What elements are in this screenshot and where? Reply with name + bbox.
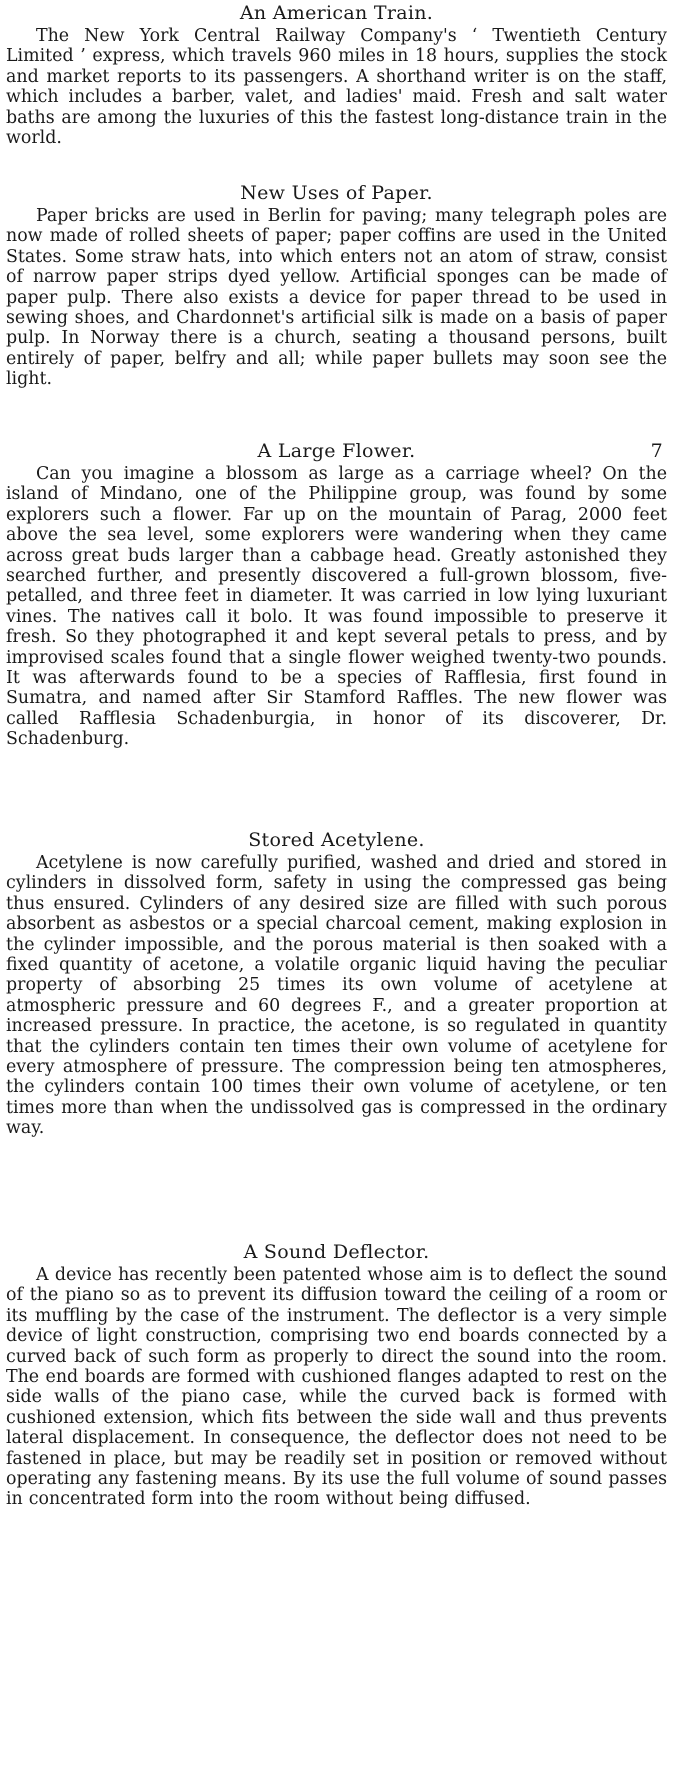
article-title-text: Stored Acetylene. [248,829,425,851]
article-title [6,180,667,206]
article-title-text: A Large Flower. [257,440,416,462]
article-large-flower [6,438,667,750]
article-body: Paper bricks are used in Berlin for paving; many telegraph poles are now made of rolled sheets of paper; paper coffins are used in the United States. Some straw hats, into which enters not an atom of straw, consist of narrow paper strips dyed yellow. Artificial sponges can be made of paper pulp. There also exists a device for paper thread to be used in sewing shoes, and Chardonnet's artificial silk is made on a basis of paper pulp. In Norway there is a church, seating a thousand persons, built entirely of paper, belfry and all; while paper bullets may soon see the light. [6,206,667,390]
article-body: Acetylene is now carefully purified, washed and dried and stored in cylinders in dissolved form, safety in using the compressed gas being thus ensured. Cylinders of any desired size are filled with such porous absorbent as asbestos or a special charcoal cement, making explosion in the cylinder impossible, and the porous material is then soaked with a fixed quantity of acetone, a volatile organic liquid having the peculiar property of absorbing 25 times its own volume of acetylene at atmospheric pressure and 60 degrees F., and a greater proportion at increased pressure. In practice, the acetone, is so regulated in quantity that the cylinders contain ten times their own volume of acetylene for every atmosphere of pressure. The compression being ten atmospheres, the cylinders contain 100 times their own volume of acetylene, or ten times more than when the undissolved gas is compressed in the ordinary way. [6,853,667,1139]
article-title [6,827,667,853]
article-title [6,0,667,26]
article-title-text: New Uses of Paper. [240,182,433,204]
article-stored-acetylene [6,827,667,1139]
article-sound-deflector [6,1239,667,1510]
article-body: A device has recently been patented whose aim is to deflect the sound of the piano so as to prevent its diffusion toward the ceiling of a room or its muffling by the case of the instrument. The deflector is a very simple device of light construction, comprising two end boards connected by a curved back of such form as properly to direct the sound into the room. The end boards are formed with cushioned flanges adapted to rest on the side walls of the piano case, while the curved back is formed with cushioned extension, which fits between the side wall and thus prevents lateral displacement. In consequence, the deflector does not need to be fastened in place, but may be readily set in position or removed without operating any fastening means. By its use the full volume of sound passes in concentrated form into the room without being diffused. [6,1265,667,1510]
article-title [6,438,667,464]
article-new-uses-of-paper [6,180,667,390]
article-body: Can you imagine a blossom as large as a carriage wheel? On the island of Mindano, one of the Philippine group, was found by some explorers such a flower. Far up on the mountain of Parag, 2000 feet above the sea level, some explorers were wandering when they came across great buds larger than a cabbage head. Greatly astonished they searched further, and presently discovered a full-grown blossom, five-petalled, and three feet in diameter. It was carried in low lying luxuriant vines. The natives call it bolo. It was found impossible to preserve it fresh. So they photographed it and kept several petals to press, and by improvised scales found that a single flower weighed twenty-two pounds. It was afterwards found to be a species of Rafflesia, first found in Sumatra, and named after Sir Stamford Raffles. The new flower was called Rafflesia Schadenburgia, in honor of its discoverer, Dr. Schadenburg. [6,464,667,750]
article-title-text: A Sound Deflector. [243,1241,430,1263]
article-american-train [6,0,667,148]
article-body: The New York Central Railway Company's ‘ Twentieth Century Limited ’ express, which travels 960 miles in 18 hours, supplies the stock and market reports to its passengers. A shorthand writer is on the staff, which includes a barber, valet, and ladies' maid. Fresh and salt water baths are among the luxuries of this the fastest long-distance train in the world. [6,26,667,149]
article-title-text: An American Train. [239,2,434,24]
article-title [6,1239,667,1265]
section-number: 7 [650,440,663,462]
